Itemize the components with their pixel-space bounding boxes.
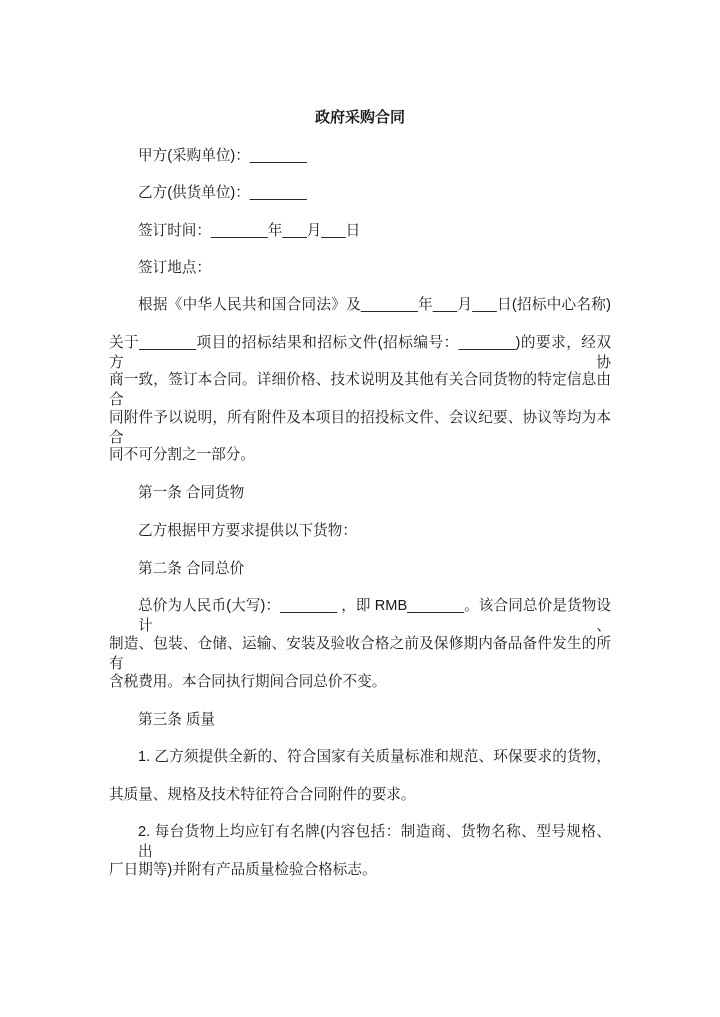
text-line: 根据《中华人民共和国合同法》及_______年___月___日(招标中心名称) (138, 297, 611, 313)
text-line: 乙方根据甲方要求提供以下货物： (138, 523, 357, 539)
text-line: 第一条 合同货物 (138, 485, 245, 501)
text-line: 厂日期等)并附有产品质量检验合格标志。 (109, 862, 377, 878)
text-line: 1. 乙方须提供全新的、符合国家有关质量标准和规范、环保要求的货物， (138, 749, 611, 765)
text-line: 关于_______项目的招标结果和招标文件(招标编号：_______)的要求，经双方协 (109, 335, 611, 371)
text-line: 甲方(采购单位)：_______ (138, 148, 307, 164)
text-line: 总价为人民币(大写)：_______ ，即 RMB_______。该合同总价是货物设计、 (138, 598, 611, 634)
text-line: 乙方(供货单位)：_______ (138, 185, 307, 201)
text-line: 同不可分割之一部分。 (109, 447, 255, 463)
text-line: 制造、包装、仓储、运输、安装及验收合格之前及保修期内备品备件发生的所有 (109, 636, 611, 672)
document-title: 政府采购合同 (314, 109, 405, 126)
text-line: 第二条 合同总价 (138, 561, 245, 577)
text-line: 其质量、规格及技术特征符合合同附件的要求。 (109, 787, 416, 803)
text-line: 第三条 质量 (138, 712, 216, 728)
text-line: 含税费用。本合同执行期间合同总价不变。 (109, 674, 387, 690)
text-line: 签订时间：_______年___月___日 (138, 223, 361, 239)
text-line: 商一致，签订本合同。详细价格、技术说明及其他有关合同货物的特定信息由合 (109, 372, 611, 408)
text-line: 2. 每台货物上均应钉有名牌(内容包括：制造商、货物名称、型号规格、出 (138, 824, 611, 860)
text-line: 签订地点： (138, 260, 211, 276)
text-line: 同附件予以说明，所有附件及本项目的招投标文件、会议纪要、协议等均为本合 (109, 410, 611, 446)
